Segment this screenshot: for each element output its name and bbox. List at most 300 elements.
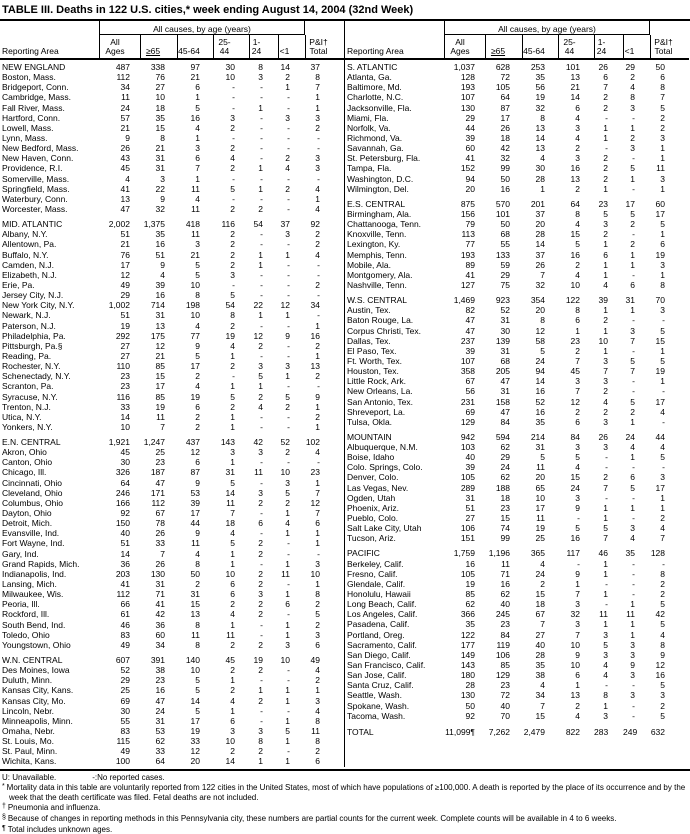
value-cell: 29 (625, 62, 635, 72)
value-cell: 37 (280, 219, 290, 230)
value-cell: 71 (155, 589, 165, 600)
value-cell: 68 (500, 355, 510, 366)
value-cell: 5 (230, 391, 235, 402)
value-cell: 31 (500, 345, 510, 356)
value-cell: 1,247 (143, 437, 165, 448)
value-cell: 2 (603, 102, 608, 113)
reporting-area-cell: Lynn, Mass. (2, 132, 48, 143)
value-cell: 7 (575, 629, 580, 640)
value-cell: 70 (500, 710, 510, 721)
value-cell: 85 (155, 361, 165, 372)
value-cell: 143 (460, 660, 475, 671)
value-cell: 5 (660, 102, 665, 113)
city-row (345, 163, 689, 173)
value-cell: 37 (535, 208, 545, 219)
value-cell: 6 (230, 579, 235, 590)
value-cell: 23 (598, 198, 608, 209)
value-cell: 55 (500, 239, 510, 250)
city-row (345, 250, 689, 260)
value-cell: - (260, 82, 263, 93)
value-cell: 10 (120, 421, 130, 432)
value-cell: 40 (535, 639, 545, 650)
reporting-area-cell: Lincoln, Nebr. (2, 705, 54, 716)
value-cell: 22 (155, 183, 165, 194)
value-cell: 1 (315, 92, 320, 103)
value-cell: 1 (603, 513, 608, 524)
city-row (0, 665, 344, 675)
value-cell: 6 (660, 72, 665, 83)
value-cell: 4 (630, 442, 635, 453)
value-cell: 1,196 (488, 548, 510, 559)
city-row (345, 711, 689, 721)
value-cell: 8 (575, 305, 580, 316)
value-cell: 1 (230, 411, 235, 422)
value-cell: 133 (495, 249, 510, 260)
value-cell: 13 (570, 72, 580, 83)
value-cell: 1 (285, 685, 290, 696)
value-cell: 11 (656, 163, 665, 174)
value-cell: - (260, 193, 263, 204)
city-row (345, 690, 689, 700)
value-cell: - (317, 457, 320, 468)
value-cell: 3 (603, 219, 608, 230)
value-cell: 1 (258, 102, 263, 113)
value-cell: 112 (151, 497, 165, 508)
value-cell: 2 (230, 746, 235, 757)
value-cell: 875 (460, 198, 475, 209)
value-cell: 12 (535, 325, 545, 336)
value-cell: - (287, 705, 290, 716)
value-cell: 1 (603, 132, 608, 143)
value-cell: 76 (120, 249, 130, 260)
value-cell: - (287, 132, 290, 143)
value-cell: 158 (495, 396, 510, 407)
value-cell: - (287, 320, 290, 331)
value-cell: 6 (195, 82, 200, 93)
value-cell: 112 (116, 72, 130, 83)
city-row (345, 153, 689, 163)
value-cell: 5 (630, 482, 635, 493)
value-cell: 94 (535, 366, 545, 377)
value-cell: - (260, 675, 263, 686)
value-cell: 3 (575, 619, 580, 630)
value-cell: 2 (258, 203, 263, 214)
value-cell: 47 (500, 376, 510, 387)
reporting-area-cell: Savannah, Ga. (347, 143, 404, 154)
value-cell: 112 (116, 589, 130, 600)
value-cell: 1 (630, 122, 635, 133)
value-cell: - (287, 665, 290, 676)
value-cell: 8 (660, 82, 665, 93)
value-cell: 4 (315, 447, 320, 458)
value-cell: 11 (311, 726, 320, 736)
value-cell: 1 (630, 416, 635, 427)
value-cell: - (632, 710, 635, 721)
value-cell: 1 (630, 259, 635, 270)
reporting-area-cell: Montgomery, Ala. (347, 269, 413, 280)
city-row (345, 366, 689, 376)
value-cell: 13 (570, 690, 580, 701)
value-cell: 92 (120, 508, 130, 519)
reporting-area-cell: Buffalo, N.Y. (2, 249, 49, 260)
value-cell: 2 (258, 665, 263, 676)
city-row (0, 538, 344, 548)
reporting-area-cell: Washington, D.C. (347, 173, 414, 184)
value-cell: 1 (315, 102, 320, 113)
value-cell: 3 (660, 259, 665, 270)
value-cell: - (287, 92, 290, 103)
value-cell: 115 (116, 736, 130, 747)
value-cell: 10 (570, 279, 580, 290)
value-cell: 31 (535, 442, 545, 453)
value-cell: 51 (120, 310, 130, 321)
value-cell: 3 (630, 143, 635, 154)
value-cell: 51 (120, 538, 130, 549)
footnote-note: * Mortality data in this table are voluntarily reported from 122 cities in the United States, most of which have populations of ≥100,000. A death is reported by the place of its occurrence and by the week that the death certificate was filed. Fetal deaths are not included. (2, 783, 686, 802)
value-cell: 1 (603, 183, 608, 194)
value-cell: - (232, 173, 235, 184)
reporting-area-cell: Reading, Pa. (2, 350, 52, 361)
value-cell: 2 (315, 599, 320, 610)
value-cell: 2 (575, 700, 580, 711)
value-cell: 366 (460, 609, 475, 620)
value-cell: 20 (535, 472, 545, 483)
value-cell: 10 (190, 279, 200, 290)
value-cell: 32 (155, 203, 165, 214)
value-cell: 17 (500, 112, 510, 123)
value-cell: 50 (500, 173, 510, 184)
city-row (345, 397, 689, 407)
region-section (345, 199, 689, 290)
reporting-area-cell: Miami, Fla. (347, 112, 389, 123)
value-cell: 1 (315, 421, 320, 432)
value-cell: 6 (258, 518, 263, 529)
value-cell: - (232, 92, 235, 103)
reporting-area-cell: W.S. CENTRAL (347, 295, 407, 306)
value-cell: 3 (258, 361, 263, 372)
value-cell: 7 (575, 355, 580, 366)
value-cell: 246 (115, 487, 130, 498)
value-cell: 607 (115, 655, 130, 666)
value-cell: 25 (535, 533, 545, 544)
value-cell: 1 (258, 756, 263, 767)
city-row (345, 462, 689, 472)
value-cell: 24 (155, 705, 165, 716)
value-cell: 105 (495, 82, 510, 93)
value-cell: 9 (160, 193, 165, 204)
value-cell: 22 (253, 300, 263, 311)
reporting-area-cell: Jacksonville, Fla. (347, 102, 412, 113)
value-cell: 4 (258, 401, 263, 412)
value-cell: 113 (461, 229, 475, 240)
value-cell: 5 (285, 487, 290, 498)
city-row (0, 599, 344, 609)
reporting-area-cell: Evansville, Ind. (2, 528, 60, 539)
city-row (345, 113, 689, 123)
city-row (0, 412, 344, 422)
value-cell: 51 (120, 229, 130, 240)
value-cell: - (287, 457, 290, 468)
reporting-area-cell: Tulsa, Okla. (347, 416, 393, 427)
value-cell: - (632, 680, 635, 691)
value-cell: - (632, 229, 635, 240)
value-cell: 1 (630, 502, 635, 513)
value-cell: 2 (315, 239, 320, 250)
value-cell: 4 (630, 82, 635, 93)
value-cell: 23 (155, 675, 165, 686)
footnote-marker: † (2, 803, 8, 811)
value-cell: 13 (535, 143, 545, 154)
value-cell: 69 (465, 406, 475, 417)
value-cell: 7 (230, 508, 235, 519)
city-row (345, 452, 689, 462)
value-cell: 10 (225, 568, 235, 579)
column-header-lt1: <1 (278, 35, 305, 58)
value-cell: 30 (535, 163, 545, 174)
value-cell: 45 (120, 163, 130, 174)
value-cell: 2 (230, 361, 235, 372)
reporting-area-cell: Baton Rouge, La. (347, 315, 414, 326)
value-cell: - (317, 132, 320, 143)
city-row (345, 660, 689, 670)
value-cell: 56 (535, 82, 545, 93)
value-cell: 67 (535, 609, 545, 620)
value-cell: 34 (120, 82, 130, 93)
city-row (345, 82, 689, 92)
value-cell: 152 (460, 163, 475, 174)
value-cell: 17 (155, 381, 165, 392)
value-cell: 49 (120, 639, 130, 650)
value-cell: 49 (120, 279, 130, 290)
value-cell: 18 (500, 132, 510, 143)
value-cell: 3 (630, 523, 635, 534)
city-row (345, 184, 689, 194)
value-cell: 17 (190, 715, 200, 726)
value-cell: - (260, 239, 263, 250)
value-cell: 43 (120, 153, 130, 164)
value-cell: 13 (535, 122, 545, 133)
reporting-area-cell: TOTAL (347, 726, 374, 737)
value-cell: 2 (660, 513, 665, 524)
reporting-area-cell: Glendale, Calif. (347, 578, 406, 589)
value-cell: 129 (495, 670, 510, 681)
value-cell: 4 (125, 173, 130, 184)
reporting-area-cell: San Jose, Calif. (347, 670, 407, 681)
value-cell: 1 (258, 163, 263, 174)
value-cell: 3 (660, 690, 665, 701)
value-cell: 4 (195, 320, 200, 331)
value-cell: 10 (225, 72, 235, 83)
value-cell: 12 (570, 396, 580, 407)
value-cell: - (577, 513, 580, 524)
city-row (345, 589, 689, 599)
value-cell: 94 (465, 173, 475, 184)
value-cell: 149 (460, 649, 475, 660)
value-cell: 68 (500, 229, 510, 240)
value-cell: 17 (190, 361, 200, 372)
value-cell: 105 (460, 568, 475, 579)
reporting-area-cell: Minneapolis, Minn. (2, 715, 73, 726)
reporting-area-cell: S. ATLANTIC (347, 62, 398, 72)
value-cell: 28 (535, 649, 545, 660)
value-cell: 4 (540, 680, 545, 691)
value-cell: 6 (315, 518, 320, 529)
value-cell: 16 (155, 290, 165, 301)
value-cell: 1 (660, 376, 665, 387)
value-cell: 7 (575, 589, 580, 600)
value-cell: 2 (230, 229, 235, 240)
value-cell: 4 (630, 533, 635, 544)
value-cell: 54 (225, 300, 235, 311)
value-cell: - (287, 239, 290, 250)
value-cell: 2 (258, 639, 263, 650)
value-cell: 89 (465, 259, 475, 270)
value-cell: 4 (285, 163, 290, 174)
value-cell: 16 (500, 578, 510, 589)
value-cell: 11 (191, 229, 200, 240)
city-row (345, 523, 689, 533)
value-cell: 3 (230, 726, 235, 736)
reporting-area-cell: Omaha, Nebr. (2, 726, 55, 736)
reporting-area-cell: Peoria, Ill. (2, 599, 40, 610)
reporting-area-cell: Baltimore, Md. (347, 82, 402, 93)
value-cell: 6 (630, 279, 635, 290)
value-cell: 283 (594, 726, 609, 737)
value-cell: 1 (575, 578, 580, 589)
value-cell: - (260, 477, 263, 488)
value-cell: 6 (575, 102, 580, 113)
value-cell: 7 (315, 508, 320, 519)
value-cell: 3 (603, 649, 608, 660)
value-cell: 27 (535, 629, 545, 640)
value-cell: 1 (630, 599, 635, 610)
value-cell: 15 (570, 229, 580, 240)
value-cell: 3 (258, 487, 263, 498)
value-cell: - (287, 290, 290, 301)
city-row (345, 376, 689, 386)
reporting-area-cell: Kansas City, Mo. (2, 695, 66, 706)
value-cell: 5 (195, 102, 200, 113)
value-cell: 36 (155, 619, 165, 630)
city-row (0, 82, 344, 92)
value-cell: 18 (225, 518, 235, 529)
value-cell: 1 (603, 568, 608, 579)
value-cell: 1 (285, 629, 290, 640)
value-cell: 1 (660, 345, 665, 356)
left-table-body (0, 60, 344, 767)
spacer (305, 21, 345, 35)
value-cell: 5 (540, 345, 545, 356)
value-cell: 1 (630, 249, 635, 260)
value-cell: 130 (460, 102, 475, 113)
value-cell: 5 (230, 183, 235, 194)
value-cell: 171 (150, 487, 165, 498)
value-cell: 2,002 (108, 219, 130, 230)
value-cell: 11 (156, 411, 165, 422)
value-cell: 9 (630, 660, 635, 671)
value-cell: 358 (460, 366, 475, 377)
value-cell: 6 (285, 599, 290, 610)
value-cell: 9 (285, 330, 290, 341)
region-section (345, 62, 689, 194)
value-cell: 2 (258, 568, 263, 579)
value-cell: 24 (120, 102, 130, 113)
value-cell: 62 (465, 599, 475, 610)
value-cell: 72 (500, 690, 510, 701)
value-cell: 418 (185, 219, 200, 230)
value-cell: 5 (630, 163, 635, 174)
left-header (0, 21, 344, 60)
value-cell: - (632, 492, 635, 503)
value-cell: 31 (500, 386, 510, 397)
value-cell: 5 (630, 396, 635, 407)
value-cell: 4 (603, 279, 608, 290)
value-cell: 42 (655, 609, 665, 620)
value-cell: 11 (254, 467, 263, 478)
value-cell: 11 (191, 538, 200, 549)
city-row (345, 483, 689, 493)
value-cell: 231 (460, 396, 475, 407)
value-cell: - (287, 279, 290, 290)
value-cell: 2 (258, 391, 263, 402)
value-cell: 105 (460, 472, 475, 483)
value-cell: 14 (120, 411, 130, 422)
value-cell: 1 (603, 325, 608, 336)
value-cell: 8 (540, 315, 545, 326)
value-cell: 2 (603, 315, 608, 326)
value-cell: 5 (660, 710, 665, 721)
value-cell: 5 (195, 675, 200, 686)
value-cell: 84 (500, 629, 510, 640)
reporting-area-cell: Schenectady, N.Y. (2, 371, 71, 382)
value-cell: - (260, 705, 263, 716)
value-cell: 3 (195, 143, 200, 154)
value-cell: 2 (195, 579, 200, 590)
footnote-no-cases: -:No reported cases. (92, 772, 165, 782)
city-row (345, 559, 689, 569)
reporting-area-cell: MOUNTAIN (347, 431, 392, 442)
value-cell: 11 (226, 497, 235, 508)
value-cell: - (317, 381, 320, 392)
city-row (345, 305, 689, 315)
value-cell: 42 (155, 609, 165, 620)
city-row (0, 250, 344, 260)
city-row (345, 619, 689, 629)
city-row (0, 123, 344, 133)
value-cell: 3 (660, 472, 665, 483)
right-header (345, 21, 689, 60)
city-row (0, 270, 344, 280)
value-cell: 8 (195, 290, 200, 301)
value-cell: 3 (315, 629, 320, 640)
value-cell: - (632, 112, 635, 123)
value-cell: - (260, 229, 263, 240)
value-cell: 2 (315, 340, 320, 351)
value-cell: 10 (225, 736, 235, 747)
value-cell: - (260, 715, 263, 726)
city-row (345, 133, 689, 143)
value-cell: 11 (226, 629, 235, 640)
reporting-area-cell: Chattanooga, Tenn. (347, 219, 422, 230)
value-cell: 97 (190, 62, 200, 72)
value-cell: 3 (285, 112, 290, 123)
value-cell: 1 (660, 229, 665, 240)
value-cell: 3 (603, 710, 608, 721)
region-total-row (345, 62, 689, 72)
reporting-area-cell: Richmond, Va. (347, 132, 403, 143)
value-cell: 3 (230, 269, 235, 280)
value-cell: 7 (540, 700, 545, 711)
